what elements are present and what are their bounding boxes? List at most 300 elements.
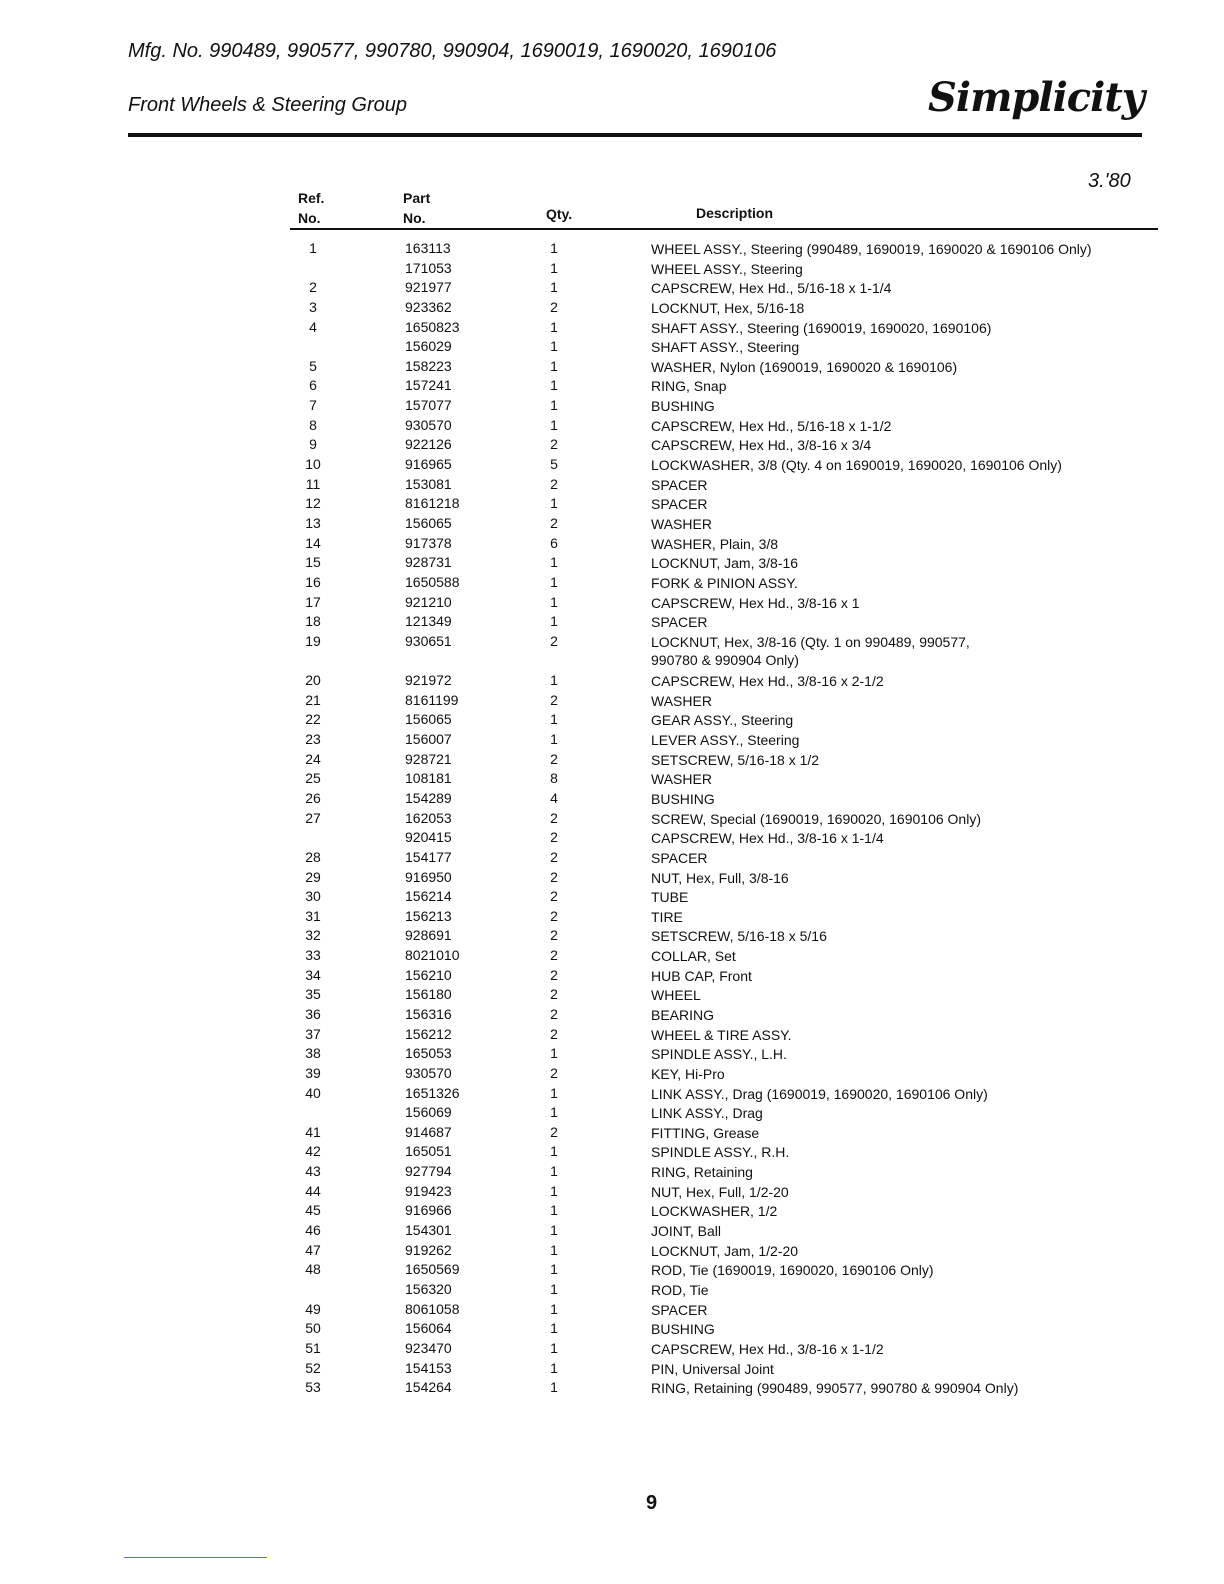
quantity: 2 [550, 986, 558, 1003]
table-row [0, 417, 1224, 437]
part-number: 928721 [405, 750, 452, 767]
part-number: 156180 [405, 986, 452, 1003]
quantity: 1 [550, 416, 558, 433]
quantity: 1 [550, 495, 558, 512]
part-number: 1650569 [405, 1261, 460, 1278]
quantity: 1 [550, 1104, 558, 1121]
part-number: 922126 [405, 436, 452, 453]
group-title: Front Wheels & Steering Group [128, 94, 408, 116]
description-line: ROD, Tie [651, 1281, 709, 1298]
description-line: TIRE [651, 908, 683, 925]
ref-number: 20 [305, 672, 321, 689]
quantity: 2 [550, 927, 558, 944]
description [651, 711, 793, 729]
table-row [0, 613, 1224, 633]
part-number: 156065 [405, 711, 452, 728]
table-row [0, 810, 1224, 830]
description-line: NUT, Hex, Full, 3/8-16 [651, 869, 789, 886]
quantity: 2 [550, 632, 558, 649]
ref-number: 23 [305, 731, 321, 748]
description [651, 299, 804, 317]
ref-number: 7 [309, 397, 317, 414]
part-number: 165051 [405, 1143, 452, 1160]
table-row [0, 1242, 1224, 1262]
quantity: 2 [550, 1006, 558, 1022]
ref-number: 4 [309, 318, 317, 335]
quantity: 8 [550, 770, 558, 787]
table-row [0, 927, 1224, 947]
table-row [0, 829, 1224, 849]
description [651, 967, 752, 985]
part-number: 919423 [405, 1182, 452, 1199]
ref-number: 45 [305, 1202, 321, 1219]
ref-number: 13 [305, 514, 321, 531]
part-number: 171053 [405, 259, 452, 276]
footer-line [124, 1557, 267, 1558]
description [651, 790, 715, 808]
description [651, 908, 683, 926]
quantity: 1 [550, 593, 558, 610]
description [651, 770, 712, 788]
part-number: 921972 [405, 672, 452, 689]
part-number: 154301 [405, 1222, 452, 1239]
header-underline [290, 228, 1158, 230]
table-row [0, 260, 1224, 280]
ref-number: 17 [305, 593, 321, 610]
description [651, 1085, 988, 1103]
description [651, 436, 871, 454]
table-row [0, 240, 1224, 260]
ref-number: 18 [305, 613, 321, 630]
ref-number: 51 [305, 1339, 321, 1356]
ref-number: 35 [305, 986, 321, 1003]
description [651, 495, 708, 513]
quantity: 2 [550, 750, 558, 767]
part-number: 8021010 [405, 947, 460, 964]
table-row [0, 1143, 1224, 1163]
description [651, 1124, 759, 1142]
description [651, 1104, 763, 1122]
quantity: 1 [550, 279, 558, 296]
description [651, 672, 884, 690]
part-number: 154289 [405, 789, 452, 806]
ref-number: 12 [305, 495, 321, 512]
description [651, 260, 803, 278]
table-row [0, 1065, 1224, 1085]
part-number: 916950 [405, 868, 452, 885]
description [651, 613, 708, 631]
description-line: SPACER [651, 614, 708, 631]
part-number: 930651 [405, 632, 452, 649]
part-number: 1650588 [405, 573, 460, 590]
quantity: 2 [550, 947, 558, 964]
quantity: 1 [550, 1339, 558, 1356]
description [651, 594, 860, 612]
description [651, 751, 819, 769]
description [651, 731, 799, 749]
ref-number: 6 [309, 377, 317, 394]
part-number: 156069 [405, 1104, 452, 1121]
part-number: 153081 [405, 475, 452, 492]
quantity: 1 [550, 1280, 558, 1297]
table-row [0, 633, 1224, 672]
description [651, 535, 778, 553]
table-row [0, 594, 1224, 614]
quantity: 6 [550, 534, 558, 551]
quantity: 1 [550, 1084, 558, 1101]
col-header-qty: Qty. [546, 206, 573, 222]
description [651, 1006, 714, 1024]
ref-number: 32 [305, 927, 321, 944]
header-rule [128, 133, 1142, 137]
quantity: 5 [550, 456, 558, 473]
part-number: 121349 [405, 613, 452, 630]
quantity: 1 [550, 377, 558, 394]
revision-date: 3.'80 [1088, 170, 1131, 192]
description-line: WHEEL & TIRE ASSY. [651, 1026, 792, 1043]
table-row [0, 790, 1224, 810]
quantity: 1 [550, 672, 558, 689]
table-row [0, 476, 1224, 496]
description [651, 1360, 774, 1378]
description [651, 319, 991, 337]
table-row [0, 1006, 1224, 1026]
table-row [0, 731, 1224, 751]
quantity: 2 [550, 829, 558, 846]
col-header-part: Part No. [403, 190, 431, 226]
table-row [0, 947, 1224, 967]
ref-number: 14 [305, 534, 321, 551]
quantity: 1 [550, 338, 558, 355]
description-line: WASHER, Plain, 3/8 [651, 535, 779, 552]
description-line: LOCKNUT, Jam, 1/2-20 [651, 1242, 799, 1259]
description [651, 829, 884, 847]
part-number: 157077 [405, 397, 452, 414]
description [651, 1183, 789, 1201]
part-number: 916965 [405, 456, 452, 473]
description [651, 397, 715, 415]
ref-number: 36 [305, 1006, 321, 1022]
description [651, 888, 688, 906]
quantity: 1 [550, 1320, 558, 1337]
description-line: CAPSCREW, Hex Hd., 5/16-18 x 1-1/4 [651, 280, 892, 297]
description-line: WHEEL ASSY., Steering [651, 260, 803, 277]
description [651, 1222, 721, 1240]
description [651, 1340, 884, 1358]
table-row [0, 986, 1224, 1006]
col-header-ref: Ref. No. [298, 190, 325, 226]
description-line: WHEEL [651, 987, 701, 1004]
ref-number: 52 [305, 1359, 321, 1376]
description [651, 927, 827, 945]
ref-number: 2 [309, 279, 317, 296]
mfg-numbers: Mfg. No. 990489, 990577, 990780, 990904, 1690019, 1690020, 1690106 [128, 40, 777, 62]
ref-number: 28 [305, 848, 321, 865]
description-line: SPACER [651, 496, 708, 513]
table-row [0, 1379, 1224, 1399]
quantity: 1 [550, 711, 558, 728]
table-row [0, 319, 1224, 339]
table-row [0, 1183, 1224, 1203]
ref-number: 33 [305, 947, 321, 964]
part-number: 916966 [405, 1202, 452, 1219]
ref-number: 22 [305, 711, 321, 728]
table-row [0, 397, 1224, 417]
description [651, 1301, 708, 1319]
description-line: SPINDLE ASSY., L.H. [651, 1046, 787, 1063]
quantity: 1 [550, 397, 558, 414]
ref-number: 50 [305, 1320, 321, 1337]
description [651, 869, 789, 887]
quantity: 2 [550, 868, 558, 885]
description-line: LINK ASSY., Drag (1690019, 1690020, 1690106 Only) [651, 1085, 988, 1102]
description-line: WASHER [651, 515, 712, 532]
description [651, 1065, 725, 1083]
description-line: PIN, Universal Joint [651, 1360, 774, 1377]
part-number: 156214 [405, 888, 452, 905]
part-number: 108181 [405, 770, 452, 787]
quantity: 2 [550, 691, 558, 708]
part-number: 923470 [405, 1339, 452, 1356]
ref-number: 27 [305, 809, 321, 826]
description-line: SETSCREW, 5/16-18 x 5/16 [651, 928, 827, 945]
table-row [0, 1085, 1224, 1105]
quantity: 1 [550, 554, 558, 571]
description-line: WASHER, Nylon (1690019, 1690020 & 1690106) [651, 358, 958, 375]
quantity: 2 [550, 848, 558, 865]
table-row [0, 1124, 1224, 1144]
table-row [0, 1222, 1224, 1242]
part-number: 156213 [405, 907, 452, 924]
description-line: SPINDLE ASSY., R.H. [651, 1144, 790, 1161]
description-line: WASHER [651, 771, 712, 788]
ref-number: 38 [305, 1045, 321, 1062]
description [651, 1163, 753, 1181]
quantity: 2 [550, 475, 558, 492]
description-line: LOCKNUT, Hex, 5/16-18 [651, 299, 805, 316]
quantity: 1 [550, 357, 558, 374]
quantity: 1 [550, 573, 558, 590]
part-number: 156065 [405, 514, 452, 531]
quantity: 2 [550, 436, 558, 453]
table-row [0, 692, 1224, 712]
quantity: 1 [550, 1182, 558, 1199]
description [651, 1320, 715, 1338]
description-line: ROD, Tie (1690019, 1690020, 1690106 Only) [651, 1262, 934, 1279]
ref-number: 8 [309, 416, 317, 433]
ref-number: 29 [305, 868, 321, 885]
table-row [0, 869, 1224, 889]
quantity: 1 [550, 259, 558, 276]
part-number: 928691 [405, 927, 452, 944]
ref-number: 1 [309, 240, 317, 256]
description-line: WHEEL ASSY., Steering (990489, 1690019, 1690020 & 1690106 Only) [651, 241, 1092, 257]
description [651, 338, 799, 356]
part-number: 917378 [405, 534, 452, 551]
description-line: RING, Snap [651, 378, 727, 395]
description-line: LOCKNUT, Hex, 3/8-16 (Qty. 1 on 990489, 990577, [651, 633, 970, 650]
description-line: CAPSCREW, Hex Hd., 5/16-18 x 1-1/2 [651, 417, 892, 434]
ref-number: 26 [305, 789, 321, 806]
quantity: 2 [550, 298, 558, 315]
quantity: 1 [550, 731, 558, 748]
quantity: 2 [550, 514, 558, 531]
part-number: 8161218 [405, 495, 460, 512]
quantity: 1 [550, 1045, 558, 1062]
description-line: SPACER [651, 476, 708, 493]
description-line: LOCKWASHER, 3/8 (Qty. 4 on 1690019, 1690020, 1690106 Only) [651, 457, 1062, 474]
quantity: 2 [550, 809, 558, 826]
description [651, 240, 1092, 258]
quantity: 2 [550, 888, 558, 905]
description [651, 810, 981, 828]
ref-number: 46 [305, 1222, 321, 1239]
description [651, 456, 1062, 474]
description-line: BUSHING [651, 790, 715, 807]
description [651, 633, 970, 669]
ref-number: 15 [305, 554, 321, 571]
part-number: 154264 [405, 1379, 452, 1396]
ref-number: 24 [305, 750, 321, 767]
table-row [0, 358, 1224, 378]
description-line: SCREW, Special (1690019, 1690020, 1690106 Only) [651, 810, 981, 827]
description-line: LOCKWASHER, 1/2 [651, 1203, 778, 1220]
part-number: 1651326 [405, 1084, 460, 1101]
part-number: 158223 [405, 357, 452, 374]
description-line: CAPSCREW, Hex Hd., 3/8-16 x 2-1/2 [651, 673, 884, 690]
part-number: 8161199 [405, 691, 459, 708]
description-line: RING, Retaining [651, 1164, 753, 1181]
description-line: HUB CAP, Front [651, 967, 752, 984]
description [651, 574, 798, 592]
table-row [0, 770, 1224, 790]
description [651, 279, 891, 297]
col-header-desc: Description [696, 205, 774, 221]
description [651, 986, 701, 1004]
description-line: SHAFT ASSY., Steering (1690019, 1690020, 1690106) [651, 319, 992, 336]
part-number: 923362 [405, 298, 452, 315]
table-row [0, 1340, 1224, 1360]
table-row [0, 1261, 1224, 1281]
description-line: LEVER ASSY., Steering [651, 732, 800, 749]
page-number: 9 [646, 1492, 658, 1514]
part-number: 930570 [405, 1064, 452, 1081]
ref-number: 40 [305, 1084, 321, 1101]
table-row [0, 1045, 1224, 1065]
table-row [0, 279, 1224, 299]
part-number: 930570 [405, 416, 452, 433]
table-row [0, 338, 1224, 358]
quantity: 1 [550, 1379, 558, 1396]
ref-number: 37 [305, 1025, 321, 1042]
quantity: 1 [550, 240, 558, 256]
description [651, 554, 798, 572]
ref-number: 48 [305, 1261, 321, 1278]
description-line: SPACER [651, 1301, 708, 1318]
part-number: 914687 [405, 1123, 452, 1140]
ref-number: 5 [309, 357, 317, 374]
quantity: 2 [550, 907, 558, 924]
table-row [0, 672, 1224, 692]
ref-number: 49 [305, 1300, 321, 1317]
quantity: 1 [550, 1300, 558, 1317]
ref-number: 43 [305, 1163, 321, 1180]
description-line: CAPSCREW, Hex Hd., 3/8-16 x 1 [651, 594, 860, 611]
table-row [0, 1360, 1224, 1380]
part-number: 156212 [405, 1025, 452, 1042]
ref-number: 9 [309, 436, 317, 453]
description-line: SHAFT ASSY., Steering [651, 339, 800, 356]
parts-table [0, 240, 1224, 1399]
quantity: 2 [550, 1123, 558, 1140]
description [651, 1242, 798, 1260]
table-row [0, 888, 1224, 908]
part-number: 156210 [405, 966, 452, 983]
description [651, 1026, 792, 1044]
part-number: 156064 [405, 1320, 452, 1337]
part-number: 154177 [405, 848, 452, 865]
ref-number: 16 [305, 573, 321, 590]
part-number: 1650823 [405, 318, 460, 335]
description [651, 1379, 1018, 1397]
quantity: 4 [550, 789, 558, 806]
description-line: CAPSCREW, Hex Hd., 3/8-16 x 1-1/2 [651, 1340, 884, 1357]
ref-number: 53 [305, 1379, 321, 1396]
description [651, 417, 891, 435]
description-line: COLLAR, Set [651, 948, 736, 965]
description-line: LOCKNUT, Jam, 3/8-16 [651, 555, 799, 572]
description-line: TUBE [651, 889, 689, 906]
quantity: 2 [550, 1064, 558, 1081]
description [651, 1261, 934, 1279]
part-number: 928731 [405, 554, 452, 571]
quantity: 1 [550, 1202, 558, 1219]
ref-number: 21 [305, 691, 321, 708]
part-number: 162053 [405, 809, 452, 826]
table-row [0, 1026, 1224, 1046]
ref-number: 19 [305, 632, 321, 649]
table-row [0, 1281, 1224, 1301]
part-number: 156029 [405, 338, 452, 355]
table-row [0, 1163, 1224, 1183]
description-line: BUSHING [651, 398, 715, 415]
description [651, 515, 712, 533]
description-line: WASHER [651, 692, 712, 709]
table-row [0, 574, 1224, 594]
ref-number: 3 [309, 298, 317, 315]
description [651, 849, 708, 867]
table-row [0, 751, 1224, 771]
ref-number: 34 [305, 966, 321, 983]
table-row [0, 554, 1224, 574]
table-row [0, 1320, 1224, 1340]
quantity: 1 [550, 1261, 558, 1278]
part-number: 156007 [405, 731, 452, 748]
ref-number: 42 [305, 1143, 321, 1160]
description-line: CAPSCREW, Hex Hd., 3/8-16 x 3/4 [651, 437, 872, 454]
quantity: 2 [550, 1025, 558, 1042]
description-line: RING, Retaining (990489, 990577, 990780 & 990904 Only) [651, 1380, 1019, 1397]
ref-number: 39 [305, 1064, 321, 1081]
description-line: BEARING [651, 1007, 715, 1023]
table-row [0, 299, 1224, 319]
description [651, 947, 736, 965]
description-line: FITTING, Grease [651, 1124, 760, 1141]
table-row [0, 849, 1224, 869]
description-line: 990780 & 990904 Only) [651, 651, 799, 668]
ref-number: 41 [305, 1123, 321, 1140]
description [651, 1202, 777, 1220]
